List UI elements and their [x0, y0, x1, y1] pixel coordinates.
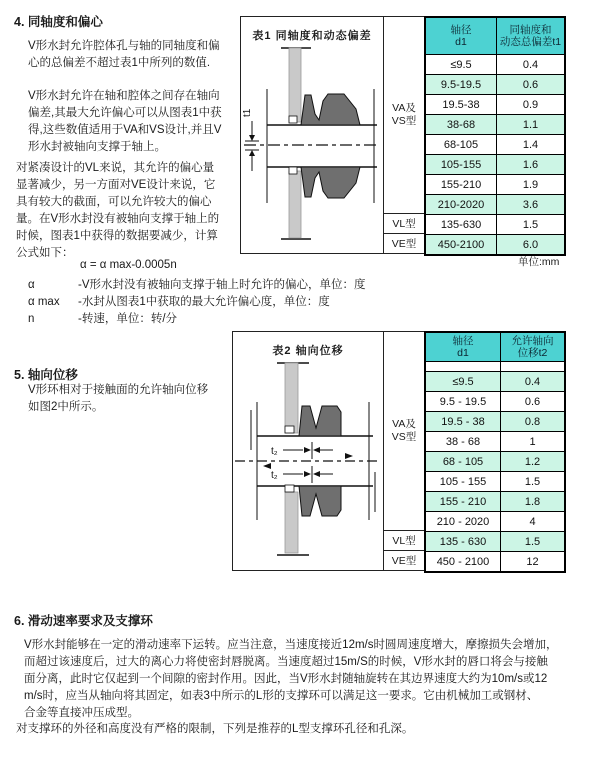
table1-col2-header: 同轴度和 动态总偏差t1 — [497, 17, 566, 55]
table-row: 135-630 1.5 — [425, 215, 565, 235]
definition-term: α max — [28, 296, 60, 308]
table-row: ≤9.5 0.4 — [425, 372, 565, 392]
table-row: 210 - 2020 4 — [425, 512, 565, 532]
table-row-spacer — [425, 362, 565, 372]
table2-col2-header: 允许轴向 位移t2 — [501, 332, 566, 362]
definition-row — [28, 294, 366, 311]
paragraph-line: V形水封允许在轴和腔体之间存在轴向 — [28, 90, 220, 102]
type-label-ve: VE型 — [384, 550, 424, 570]
table-row: 68 - 105 1.2 — [425, 452, 565, 472]
paragraph-line: 具有较大的截面，可以允许较大的偏心 — [16, 196, 212, 208]
table1-type-column — [384, 16, 424, 254]
table2-axial-displacement — [424, 331, 566, 573]
figure2-title: 表2 轴向位移 — [272, 345, 344, 357]
definition-term: n — [28, 313, 35, 325]
section4-heading: 4. 同轴度和偏心 — [14, 15, 103, 29]
definition-row — [28, 277, 366, 294]
type-label-ve: VE型 — [384, 233, 424, 253]
paragraph-line: 公式如下： — [16, 247, 74, 259]
table-row: 450 - 2100 12 — [425, 552, 565, 573]
table-row: 38 - 68 1 — [425, 432, 565, 452]
paragraph-line: V形水封允许腔体孔与轴的同轴度和偏 — [28, 40, 220, 52]
table1-block — [240, 16, 566, 256]
paragraph-line: 如图2中所示。 — [28, 401, 104, 413]
figure1-title: 表1 同轴度和动态偏差 — [252, 30, 372, 42]
section5-paragraph — [28, 382, 208, 416]
paragraph-line: 显著减少，另一方面对VE设计来说，它 — [16, 179, 216, 191]
definition-desc: -转速，单位：转/分 — [78, 313, 178, 325]
paragraph-line: 偏差,其最大允许偏心可以从图表1中获 — [28, 107, 222, 119]
paragraph-line: V形水封能够在一定的滑动速率下运转。应当注意，当速度接近12m/s时圆周速度增大，摩擦损失会增加， — [24, 639, 558, 651]
seal-cross-section-diagram-t2 — [233, 360, 383, 558]
definition-desc: -V形水封没有被轴向支撑于轴上时允许的偏心，单位：度 — [78, 279, 366, 291]
paragraph-line: 时候，图表1中获得的数据要减少，计算 — [16, 230, 218, 242]
table-row: 38-68 1.1 — [425, 115, 565, 135]
table-row: 9.5-19.5 0.6 — [425, 75, 565, 95]
type-label-vl: VL型 — [384, 213, 424, 233]
paragraph-line: 形水封被轴向支撑于轴上。 — [28, 141, 166, 153]
table-row: 105 - 155 1.5 — [425, 472, 565, 492]
table-row: 155 - 210 1.8 — [425, 492, 565, 512]
paragraph-line: 得,这些数值适用于VA和VS设计,并且V — [28, 124, 222, 136]
table2-type-column — [384, 331, 424, 571]
table-row: 9.5 - 19.5 0.6 — [425, 392, 565, 412]
section4-paragraph3 — [16, 160, 219, 262]
paragraph-line: 合金等直接冲压成型。 — [24, 707, 139, 719]
type-label-vavs: VA及 VS型 — [391, 418, 417, 443]
table-row: 68-105 1.4 — [425, 135, 565, 155]
paragraph-line: 量。在V形水封没有被轴向支撑于轴上的 — [16, 213, 220, 225]
table2-col1-header: 轴径 d1 — [425, 332, 501, 362]
section4-paragraph2 — [28, 88, 222, 156]
table-row: 155-210 1.9 — [425, 175, 565, 195]
type-label-vl: VL型 — [384, 530, 424, 550]
paragraph-line: 心的总偏差不超过表1中所列的数值. — [28, 57, 211, 69]
table-row: 19.5-38 0.9 — [425, 95, 565, 115]
figure1 — [240, 16, 384, 254]
t2-dimension-label: t₂ — [271, 470, 278, 481]
section5-heading: 5. 轴向位移 — [14, 368, 78, 382]
paragraph-line: 而超过该速度后，过大的离心力将使密封唇脱离。当速度超过15m/S的时候，V形水封的唇口将会与接触 — [24, 656, 548, 668]
table-row: 210-2020 3.6 — [425, 195, 565, 215]
t2-dimension-label: t₂ — [271, 446, 278, 457]
t1-dimension-label: t1 — [242, 108, 253, 117]
unit-note: 单位:mm — [518, 256, 560, 268]
table-row: 135 - 630 1.5 — [425, 532, 565, 552]
table-row: 19.5 - 38 0.8 — [425, 412, 565, 432]
table2-block — [232, 331, 566, 573]
paragraph-line: m/s时，应当从轴向将其固定，如表3中所示的L形的支撑环可以满足这一要求。它由机械加工或钢材、 — [24, 690, 539, 702]
table1-col1-header: 轴径 d1 — [425, 17, 497, 55]
eccentricity-formula: α = α max-0.0005n — [80, 259, 177, 271]
definition-term: α — [28, 279, 35, 291]
section6-closing — [16, 721, 413, 738]
definition-desc: -水封从图表1中获取的最大允许偏心度，单位：度 — [78, 296, 330, 308]
paragraph-line: 面分离，此时它仅起到一个间隙的密封作用。因此，当V形水封随轴旋转在其边界速度大约为10m/s或12 — [24, 673, 548, 685]
figure2 — [232, 331, 384, 571]
section6-heading: 6. 滑动速率要求及支撑环 — [14, 614, 153, 628]
table-row: 105-155 1.6 — [425, 155, 565, 175]
section4-paragraph1 — [28, 38, 220, 72]
table-row: 450-2100 6.0 — [425, 235, 565, 256]
definition-row — [28, 311, 366, 328]
formula-definitions — [28, 277, 366, 328]
section6-paragraph — [24, 637, 557, 722]
paragraph-line: 对支撑环的外径和高度没有严格的限制，下列是推荐的L型支撑环孔径和孔深。 — [16, 723, 414, 735]
seal-cross-section-diagram-t1 — [241, 45, 383, 241]
paragraph-line: V形环相对于接触面的允许轴向位移 — [28, 384, 209, 396]
paragraph-line: 对紧凑设计的VL来说，其允许的偏心量 — [16, 162, 215, 174]
table-row: ≤9.5 0.4 — [425, 55, 565, 75]
table1-coaxiality — [424, 16, 566, 256]
type-label-vavs: VA及 VS型 — [391, 102, 417, 127]
